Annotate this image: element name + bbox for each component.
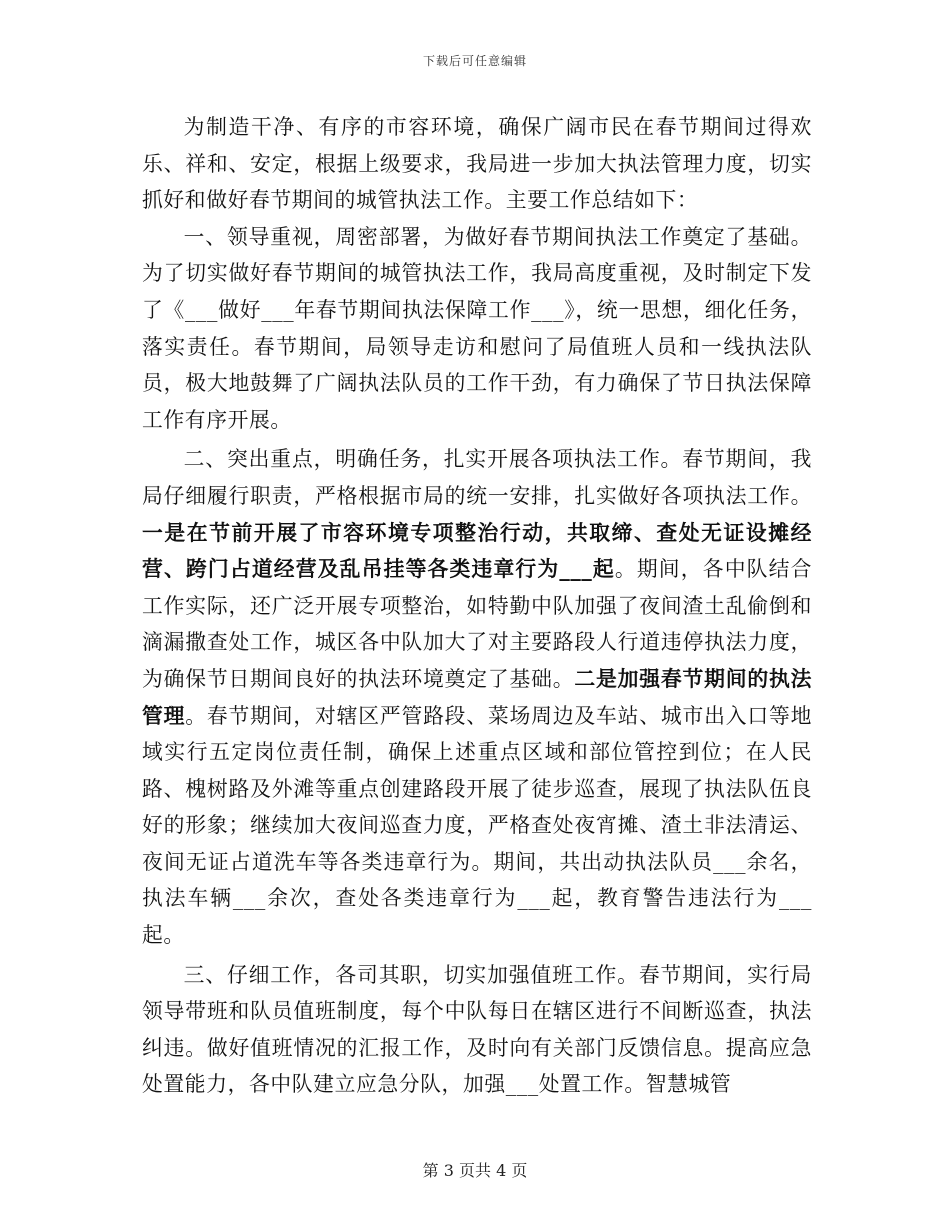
section-two-text-1: 二、突出重点，明确任务，扎实开展各项执法工作。春节期间，我局仔细履行职责，严格根据市局的统一安排，扎实做好各项执法工作。: [142, 447, 812, 508]
section-two-paragraph: [142, 441, 812, 953]
section-three-paragraph: 三、仔细工作，各司其职，切实加强值班工作。春节期间，实行局领导带班和队员值班制度，每个中队每日在辖区进行不间断巡查，执法纠违。做好值班情况的汇报工作，及时向有关部门反馈信息。提高应急处置能力，各中队建立应急分队，加强___处置工作。智慧城管: [142, 962, 812, 1097]
section-two-bold-1: 一是在节前开展了市容环境专项整治行动，共取缔、查处无证设摊经营、跨门占道经营及乱吊挂等各类违章行为___起: [142, 519, 812, 582]
page-header: 下载后可任意编辑: [422, 54, 527, 68]
document-body: [142, 109, 812, 1103]
section-one-paragraph: 一、领导重视，周密部署，为做好春节期间执法工作奠定了基础。为了切实做好春节期间的城管执法工作，我局高度重视，及时制定下发了《___做好___年春节期间执法保障工作___》，统一思想，细化任务，落实责任。春节期间，局领导走访和慰问了局值班人员和一线执法队员，极大地鼓舞了广阔执法队员的工作干劲，有力确保了节日执法保障工作有序开展。: [142, 224, 812, 432]
section-two-bold-2: 二是加强春节期间的执法管理: [142, 665, 812, 728]
section-two-text-2: 。期间，各中队结合工作实际，还广泛开展专项整治，如特勤中队加强了夜间渣土乱偷倒和滴漏撒查处工作，城区各中队加大了对主要路段人行道违停执法力度，为确保节日期间良好的执法环境奠定了基础。: [142, 557, 812, 691]
intro-paragraph: 为制造干净、有序的市容环境，确保广阔市民在春节期间过得欢乐、祥和、安定，根据上级要求，我局进一步加大执法管理力度，切实抓好和做好春节期间的城管执法工作。主要工作总结如下：: [142, 115, 812, 213]
page-footer: 第 3 页共 4 页: [422, 1161, 528, 1180]
section-two-text-3: 。春节期间，对辖区严管路段、菜场周边及车站、城市出入口等地域实行五定岗位责任制，确保上述重点区域和部位管控到位；在人民路、槐树路及外滩等重点创建路段开展了徒步巡查，展现了执法队伍良好的形象；继续加大夜间巡查力度，严格查处夜宵摊、渣土非法清运、夜间无证占道洗车等各类违章行为。期间，共出动执法队员___余名，执法车辆___余次，查处各类违章行为___起，教育警告违法行为___起。: [142, 703, 812, 948]
